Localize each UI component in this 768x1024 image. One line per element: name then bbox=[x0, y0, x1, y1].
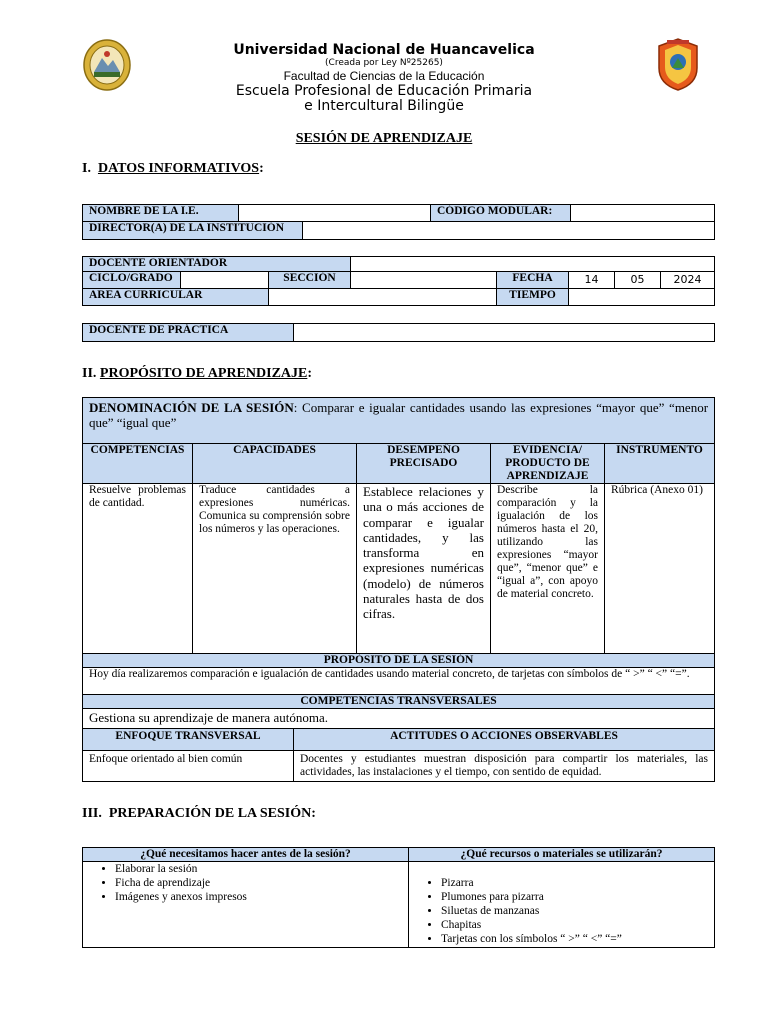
advisor-teacher-field[interactable] bbox=[351, 257, 715, 272]
section-2-title: PROPÓSITO DE APRENDIZAJE bbox=[99, 366, 308, 381]
session-name-cell bbox=[83, 398, 715, 444]
curricular-area-label: AREA CURRICULAR bbox=[83, 289, 269, 306]
school-name-label: NOMBRE DE LA I.E. bbox=[83, 205, 239, 222]
school-name-line1: Escuela Profesional de Educación Primaria bbox=[235, 83, 533, 99]
director-table bbox=[82, 221, 715, 240]
section-2-heading bbox=[82, 366, 312, 382]
practice-teacher-table bbox=[82, 323, 715, 342]
section-1-heading bbox=[82, 161, 264, 177]
header-evidencia: EVIDENCIA/ PRODUCTO DE APRENDIZAJE bbox=[491, 444, 605, 484]
approach-text: Enfoque orientado al bien común bbox=[83, 751, 294, 782]
section-2-number: II. bbox=[82, 366, 97, 381]
header-capacidades: CAPACIDADES bbox=[193, 444, 357, 484]
section-3-number: III. bbox=[82, 806, 102, 821]
section-1-title: DATOS INFORMATIVOS bbox=[97, 161, 260, 176]
director-label: DIRECTOR(A) DE LA INSTITUCIÓN bbox=[83, 222, 303, 240]
section-1-number: I. bbox=[82, 161, 91, 176]
competencia-cell: Resuelve problemas de cantidad. bbox=[83, 484, 193, 654]
section-3-title: PREPARACIÓN DE LA SESIÓN: bbox=[108, 806, 316, 821]
purpose-header: PROPÓSITO DE LA SESIÓN bbox=[83, 654, 715, 668]
cycle-grade-field[interactable] bbox=[181, 272, 269, 289]
date-month[interactable]: 05 bbox=[615, 272, 661, 289]
section-1-colon: : bbox=[259, 161, 264, 176]
document-title bbox=[0, 131, 768, 147]
document-title-text: SESIÓN DE APRENDIZAJE bbox=[295, 131, 473, 146]
resources-list bbox=[415, 876, 708, 946]
header-instrumento: INSTRUMENTO bbox=[605, 444, 715, 484]
list-item: • Siluetas de manzanas bbox=[441, 904, 708, 918]
transversal-competencies-header: COMPETENCIAS TRANSVERSALES bbox=[83, 695, 715, 709]
school-name-field[interactable] bbox=[239, 205, 431, 222]
list-item: • Elaborar la sesión bbox=[115, 862, 402, 876]
resources-cell bbox=[409, 862, 715, 948]
approach-header: ENFOQUE TRANSVERSAL bbox=[83, 729, 294, 751]
before-session-header: ¿Qué necesitamos hacer antes de la sesión? bbox=[83, 848, 409, 862]
school-info-table bbox=[82, 204, 715, 222]
director-field[interactable] bbox=[303, 222, 715, 240]
practice-teacher-field[interactable] bbox=[294, 324, 715, 342]
approach-table bbox=[82, 728, 715, 782]
cycle-grade-label: CICLO/GRADO bbox=[83, 272, 181, 289]
session-name-text: : Comparar e igualar cantidades usando las expresiones “mayor que” “menor que” “igual que” bbox=[89, 400, 709, 430]
school-name-line2: e Intercultural Bilingüe bbox=[304, 98, 464, 114]
list-item: • Tarjetas con los símbolos “ >” “ <” “=” bbox=[441, 932, 708, 946]
attitudes-header: ACTITUDES O ACCIONES OBSERVABLES bbox=[294, 729, 715, 751]
list-item: • Imágenes y anexos impresos bbox=[115, 890, 402, 904]
section-field[interactable] bbox=[351, 272, 497, 289]
evidencia-cell: Describe la comparación y la igualación de los números hasta el 20, utilizando las expresiones “mayor que”, “menor que” e “igual a”, con apoyo de material concreto. bbox=[491, 484, 605, 654]
date-year[interactable]: 2024 bbox=[661, 272, 715, 289]
desempeno-cell: Establece relaciones y una o más acciones de comparar e igualar cantidades, y las transforma en expresiones numéricas (modelo) de números naturales hasta de dos cifras. bbox=[357, 484, 491, 654]
list-item: • Pizarra bbox=[441, 876, 708, 890]
section-3-heading bbox=[82, 806, 316, 822]
modular-code-label: CÓDIGO MODULAR: bbox=[431, 205, 571, 222]
attitudes-text: Docentes y estudiantes muestran disposición para compartir los materiales, las actividades, las instalaciones y el tiempo, con sentido de equidad. bbox=[294, 751, 715, 782]
time-label: TIEMPO bbox=[497, 289, 569, 306]
section-label: SECCIÓN bbox=[269, 272, 351, 289]
instrumento-cell: Rúbrica (Anexo 01) bbox=[605, 484, 715, 654]
resources-header: ¿Qué recursos o materiales se utilizarán? bbox=[409, 848, 715, 862]
creation-law: (Creada por Ley Nº25265) bbox=[325, 58, 443, 68]
advisor-teacher-label: DOCENTE ORIENTADOR bbox=[83, 257, 351, 272]
modular-code-field[interactable] bbox=[571, 205, 715, 222]
section-2-colon: : bbox=[307, 366, 313, 381]
list-item: • Chapitas bbox=[441, 918, 708, 932]
date-label: FECHA bbox=[497, 272, 569, 289]
transversal-competencies-text: Gestiona su aprendizaje de manera autónoma. bbox=[83, 709, 715, 730]
before-session-list bbox=[89, 862, 402, 904]
university-name: Universidad Nacional de Huancavelica bbox=[233, 42, 535, 58]
header-desempeno: DESEMPEÑO PRECISADO bbox=[357, 444, 491, 484]
session-preparation-table bbox=[82, 847, 715, 948]
purpose-text: Hoy día realizaremos comparación e igualación de cantidades usando material concreto, de tarjetas con símbolos de “ >” “ <” “=”. bbox=[83, 668, 715, 695]
list-item: • Plumones para pizarra bbox=[441, 890, 708, 904]
before-session-cell bbox=[83, 862, 409, 948]
header-competencias: COMPETENCIAS bbox=[83, 444, 193, 484]
capacidades-cell: Traduce cantidades a expresiones numéricas. Comunica su comprensión sobre los números y las operaciones. bbox=[193, 484, 357, 654]
practice-teacher-label: DOCENTE DE PRÁCTICA bbox=[83, 324, 294, 342]
session-name-label: DENOMINACIÓN DE LA SESIÓN bbox=[89, 400, 294, 415]
learning-purpose-table bbox=[82, 397, 715, 730]
faculty-name: Facultad de Ciencias de la Educación bbox=[283, 69, 485, 83]
time-field[interactable] bbox=[569, 289, 715, 306]
teacher-info-table bbox=[82, 256, 715, 306]
curricular-area-field[interactable] bbox=[269, 289, 497, 306]
list-item: • Ficha de aprendizaje bbox=[115, 876, 402, 890]
date-day[interactable]: 14 bbox=[569, 272, 615, 289]
